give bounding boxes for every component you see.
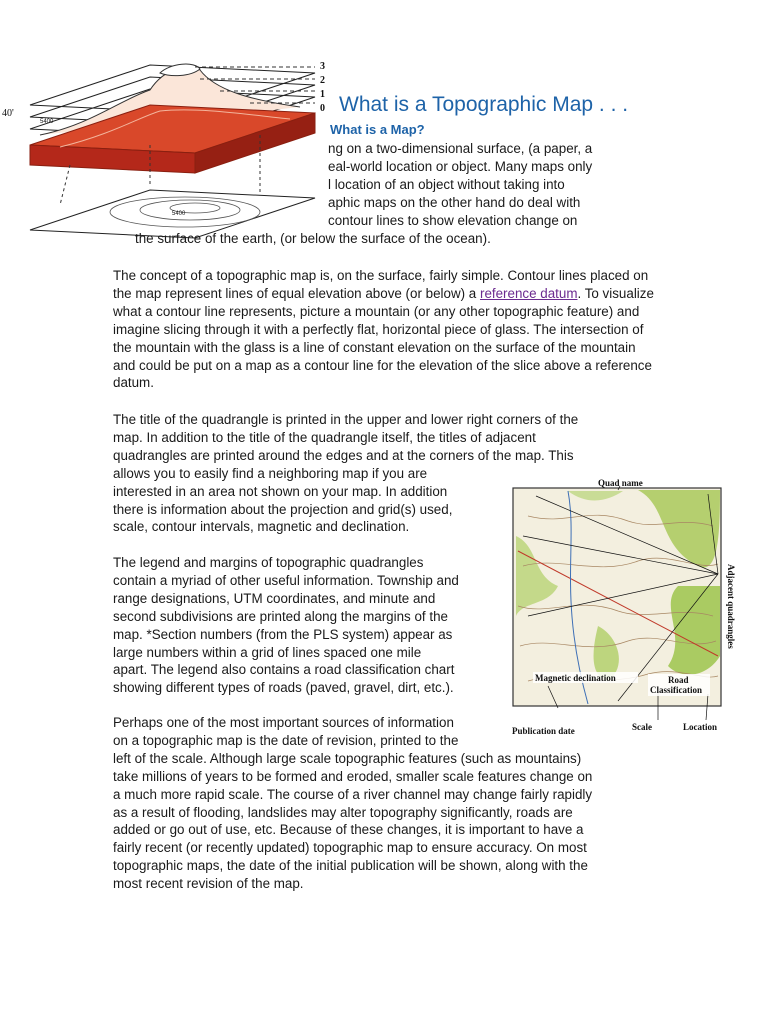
annotated-topo-map-figure — [508, 476, 748, 738]
label-quad-name: Quad name — [598, 478, 643, 488]
paragraph-line: Perhaps one of the most important sources of information — [113, 715, 454, 730]
layer-label-1: 1 — [320, 89, 325, 100]
intro-line: the surface of the earth, (or below the surface of the ocean). — [135, 231, 491, 246]
label-classification: Classification — [650, 685, 703, 695]
para2-text-before-link: The concept of a topographic map is, on the surface, fairly simple. Contour lines placed on the map represent lines of equal elevation above (or below) a — [113, 268, 649, 301]
paragraph-line: most recent revision of the map. — [113, 876, 304, 892]
paragraph-line: scale, contour intervals, magnetic and declination. — [113, 519, 410, 535]
layer-label-3: 3 — [320, 61, 325, 72]
paragraph-line: apart. The legend also contains a road classification chart — [113, 662, 455, 678]
paragraph-line: take millions of years to be formed and eroded, smaller scale features change on — [113, 768, 593, 784]
intro-line: eal-world location or object. Many maps only — [328, 159, 593, 174]
paragraph-line: a much more rapid scale. The course of a river channel may change fairly rapidly — [113, 786, 593, 802]
intro-line: aphic maps on the other hand do deal with — [328, 195, 581, 210]
paragraph-line: quadrangles are printed around the edges and at the corners of the map. This — [113, 447, 574, 463]
paragraph-line: on a topographic map is the date of revision, printed to the — [113, 732, 459, 748]
paragraph-line: showing different types of roads (paved, gravel, dirt, etc.). — [113, 680, 454, 696]
contour-concept-paragraph — [113, 267, 658, 392]
paragraph-line: contain a myriad of other useful information. Township and — [113, 572, 459, 588]
label-publication-date: Publication date — [512, 726, 575, 736]
intro-line: l location of an object without taking into — [328, 177, 565, 192]
label-location: Location — [683, 722, 718, 732]
paragraph-line: added or go out of use, etc. Because of these changes, it is important to have a — [113, 822, 584, 838]
para2-text-after-link: . To visualize what a contour line represents, picture a mountain (or any other topographic feature) and imagine slicing through it with a perfectly flat, horizontal piece of glass. The intersection of the mountain with the glass is a line of constant elevation on the surface of the mountain and could be put on a map as a contour line for the elevation of the slice above a reference datum. — [113, 285, 654, 391]
vegetation-patch — [668, 586, 720, 675]
contour-label-bottom: 5400 — [172, 211, 186, 217]
legend-margins-paragraph — [113, 554, 459, 697]
paragraph-line: there is information about the projection and grid(s) used, — [113, 501, 453, 517]
label-magnetic-declination: Magnetic declination — [535, 673, 616, 683]
topographic-layers-diagram — [0, 55, 335, 245]
paragraph-line: range designations, UTM coordinates, and minute and — [113, 590, 436, 606]
reference-datum-link[interactable]: reference datum — [479, 285, 578, 301]
paragraph-line: left of the scale. Although large scale topographic features (such as mountains) — [113, 750, 582, 766]
paragraph-line: map. In addition to the title of the quadrangle itself, the titles of adjacent — [113, 429, 536, 445]
page-title: What is a Topographic Map . . . — [339, 93, 629, 116]
label-adjacent-quadrangles: Adjacent quadrangles — [726, 564, 736, 649]
paragraph-line: The title of the quadrangle is printed in the upper and lower right corners of the — [113, 412, 579, 427]
paragraph-line: interested in an area not shown on your map. In addition — [113, 483, 448, 499]
paragraph-line: large numbers within a grid of lines spaced one mile — [113, 644, 422, 660]
connector-left — [60, 165, 70, 205]
label-road: Road — [668, 675, 689, 685]
paragraph-line: as a result of flooding, landslides may alter topography significantly, roads are — [113, 804, 573, 820]
contour-label-top: 5400 — [40, 119, 54, 125]
layer-label-2: 2 — [320, 75, 325, 86]
paragraph-line: map. *Section numbers (from the PLS system) appear as — [113, 626, 453, 642]
left-elevation-label: 40' — [2, 108, 14, 119]
paragraph-line: fairly recent (or recently updated) topographic map to ensure accuracy. On most — [113, 840, 587, 856]
paragraph-line: The legend and margins of topographic quadrangles — [113, 555, 424, 570]
intro-line: contour lines to show elevation change on — [328, 213, 578, 228]
paragraph-line: allows you to easily find a neighboring map if you are — [113, 465, 428, 481]
label-scale: Scale — [632, 722, 652, 732]
intro-line: ng on a two-dimensional surface, (a paper, a — [328, 141, 593, 156]
paragraph-line: second subdivisions are printed along the margins of the — [113, 608, 448, 624]
section-subtitle: What is a Map? — [330, 122, 425, 137]
paragraph-line: topographic maps, the date of the initial publication will be shown, along with the — [113, 858, 588, 874]
revision-date-paragraph — [113, 714, 592, 893]
layer-label-0: 0 — [320, 103, 325, 114]
